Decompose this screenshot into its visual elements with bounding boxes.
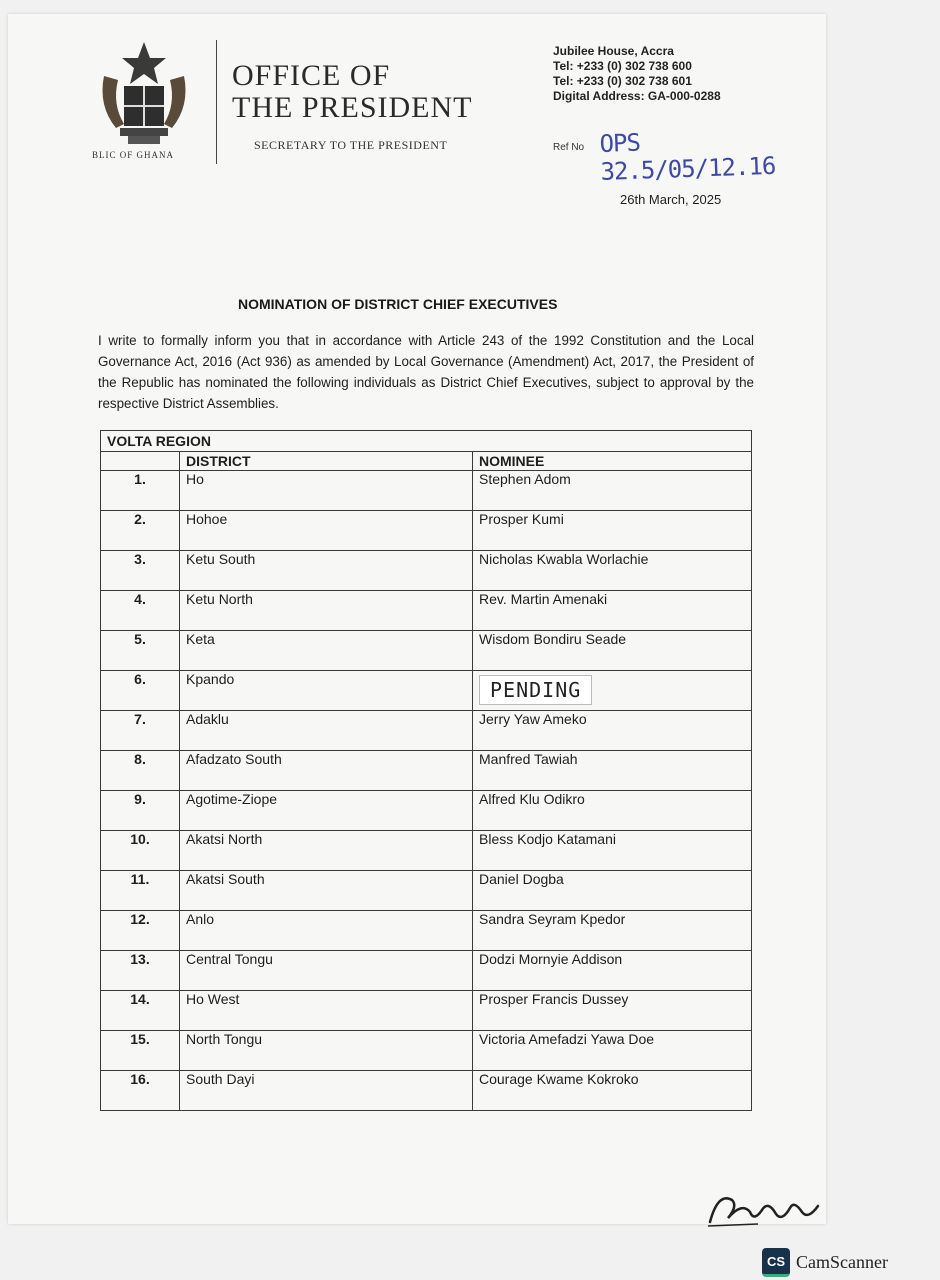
district-cell: South Dayi — [180, 1071, 473, 1111]
table-row — [101, 871, 752, 911]
telephone-2: Tel: +233 (0) 302 738 601 — [553, 74, 692, 88]
row-number: 6. — [101, 671, 180, 711]
letter-subject: NOMINATION OF DISTRICT CHIEF EXECUTIVES — [238, 296, 558, 312]
table-row — [101, 511, 752, 551]
district-cell: Ketu South — [180, 551, 473, 591]
table-row — [101, 551, 752, 591]
district-cell: Akatsi South — [180, 871, 473, 911]
camscanner-watermark — [762, 1248, 888, 1277]
district-cell: Agotime-Ziope — [180, 791, 473, 831]
district-cell: Akatsi North — [180, 831, 473, 871]
district-cell: Keta — [180, 631, 473, 671]
table-row — [101, 1031, 752, 1071]
nominee-cell: Bless Kodjo Katamani — [473, 831, 752, 871]
table-row — [101, 831, 752, 871]
letterhead-divider — [216, 40, 217, 164]
district-cell: North Tongu — [180, 1031, 473, 1071]
column-header-number — [101, 452, 180, 471]
table-row — [101, 711, 752, 751]
row-number: 7. — [101, 711, 180, 751]
office-title-line2: THE PRESIDENT — [232, 91, 473, 124]
table-row — [101, 1071, 752, 1111]
region-name: VOLTA REGION — [101, 431, 752, 452]
row-number: 13. — [101, 951, 180, 991]
table-row — [101, 991, 752, 1031]
row-number: 11. — [101, 871, 180, 911]
district-cell: Afadzato South — [180, 751, 473, 791]
pending-handwritten-note: PENDING — [479, 675, 592, 705]
reference-label: Ref No — [553, 142, 585, 153]
row-number: 12. — [101, 911, 180, 951]
nominee-cell: Nicholas Kwabla Worlachie — [473, 551, 752, 591]
nominee-cell: Prosper Kumi — [473, 511, 752, 551]
district-cell: Central Tongu — [180, 951, 473, 991]
reference-number-handwritten: OPS 32.5/05/12.16 — [599, 128, 776, 186]
row-number: 10. — [101, 831, 180, 871]
nominee-cell: Manfred Tawiah — [473, 751, 752, 791]
table-row — [101, 751, 752, 791]
office-title — [232, 60, 473, 124]
nominee-cell: Stephen Adom — [473, 471, 752, 511]
district-cell: Ho West — [180, 991, 473, 1031]
digital-address: Digital Address: GA-000-0288 — [553, 89, 721, 103]
secretary-subtitle: SECRETARY TO THE PRESIDENT — [254, 138, 448, 152]
row-number: 8. — [101, 751, 180, 791]
signature-icon — [698, 1182, 828, 1232]
row-number: 14. — [101, 991, 180, 1031]
nominee-cell: Sandra Seyram Kpedor — [473, 911, 752, 951]
table-row — [101, 471, 752, 511]
letter-body: I write to formally inform you that in accordance with Article 243 of the 1992 Constitution and the Local Governance Act, 2016 (Act 936) as amended by Local Governance (Amendment) Act, 2017, the President of the Republic has nominated the following individuals as District Chief Executives, subject to approval by the respective District Assemblies. — [98, 333, 754, 411]
district-cell: Adaklu — [180, 711, 473, 751]
letter-date: 26th March, 2025 — [620, 192, 722, 207]
nominee-cell: Daniel Dogba — [473, 871, 752, 911]
table-row — [101, 791, 752, 831]
table-row — [101, 671, 752, 711]
camscanner-logo-icon: CS — [762, 1248, 790, 1277]
district-cell: Ho — [180, 471, 473, 511]
district-cell: Anlo — [180, 911, 473, 951]
row-number: 5. — [101, 631, 180, 671]
table-row — [101, 911, 752, 951]
letter-page — [8, 14, 826, 1224]
address-line: Jubilee House, Accra — [553, 44, 674, 58]
row-number: 9. — [101, 791, 180, 831]
nominee-cell: Dodzi Mornyie Addison — [473, 951, 752, 991]
row-number: 4. — [101, 591, 180, 631]
camscanner-name: CamScanner — [796, 1252, 888, 1272]
nominee-cell: Jerry Yaw Ameko — [473, 711, 752, 751]
nominee-cell: Prosper Francis Dussey — [473, 991, 752, 1031]
row-number: 1. — [101, 471, 180, 511]
nominee-cell: Rev. Martin Amenaki — [473, 591, 752, 631]
table-row — [101, 631, 752, 671]
nominee-cell: Courage Kwame Kokroko — [473, 1071, 752, 1111]
office-title-line1: OFFICE OF — [232, 59, 391, 92]
table-row — [101, 591, 752, 631]
column-header-district: DISTRICT — [180, 452, 473, 471]
column-header-row — [101, 452, 752, 471]
nominee-cell — [473, 671, 752, 711]
column-header-nominee: NOMINEE — [473, 452, 752, 471]
table-row — [101, 951, 752, 991]
crest-caption: BLIC OF GHANA — [92, 150, 175, 160]
row-number: 2. — [101, 511, 180, 551]
nominee-cell: Wisdom Bondiru Seade — [473, 631, 752, 671]
ghana-coat-of-arms-icon — [94, 36, 194, 148]
district-cell: Ketu North — [180, 591, 473, 631]
row-number: 15. — [101, 1031, 180, 1071]
district-cell: Kpando — [180, 671, 473, 711]
region-header-row — [101, 431, 752, 452]
nominee-cell: Victoria Amefadzi Yawa Doe — [473, 1031, 752, 1071]
row-number: 16. — [101, 1071, 180, 1111]
telephone-1: Tel: +233 (0) 302 738 600 — [553, 59, 692, 73]
nominee-cell: Alfred Klu Odikro — [473, 791, 752, 831]
nominees-table — [100, 430, 752, 1111]
contact-address-block — [553, 44, 721, 104]
nominees-table-body — [101, 471, 752, 1111]
row-number: 3. — [101, 551, 180, 591]
district-cell: Hohoe — [180, 511, 473, 551]
